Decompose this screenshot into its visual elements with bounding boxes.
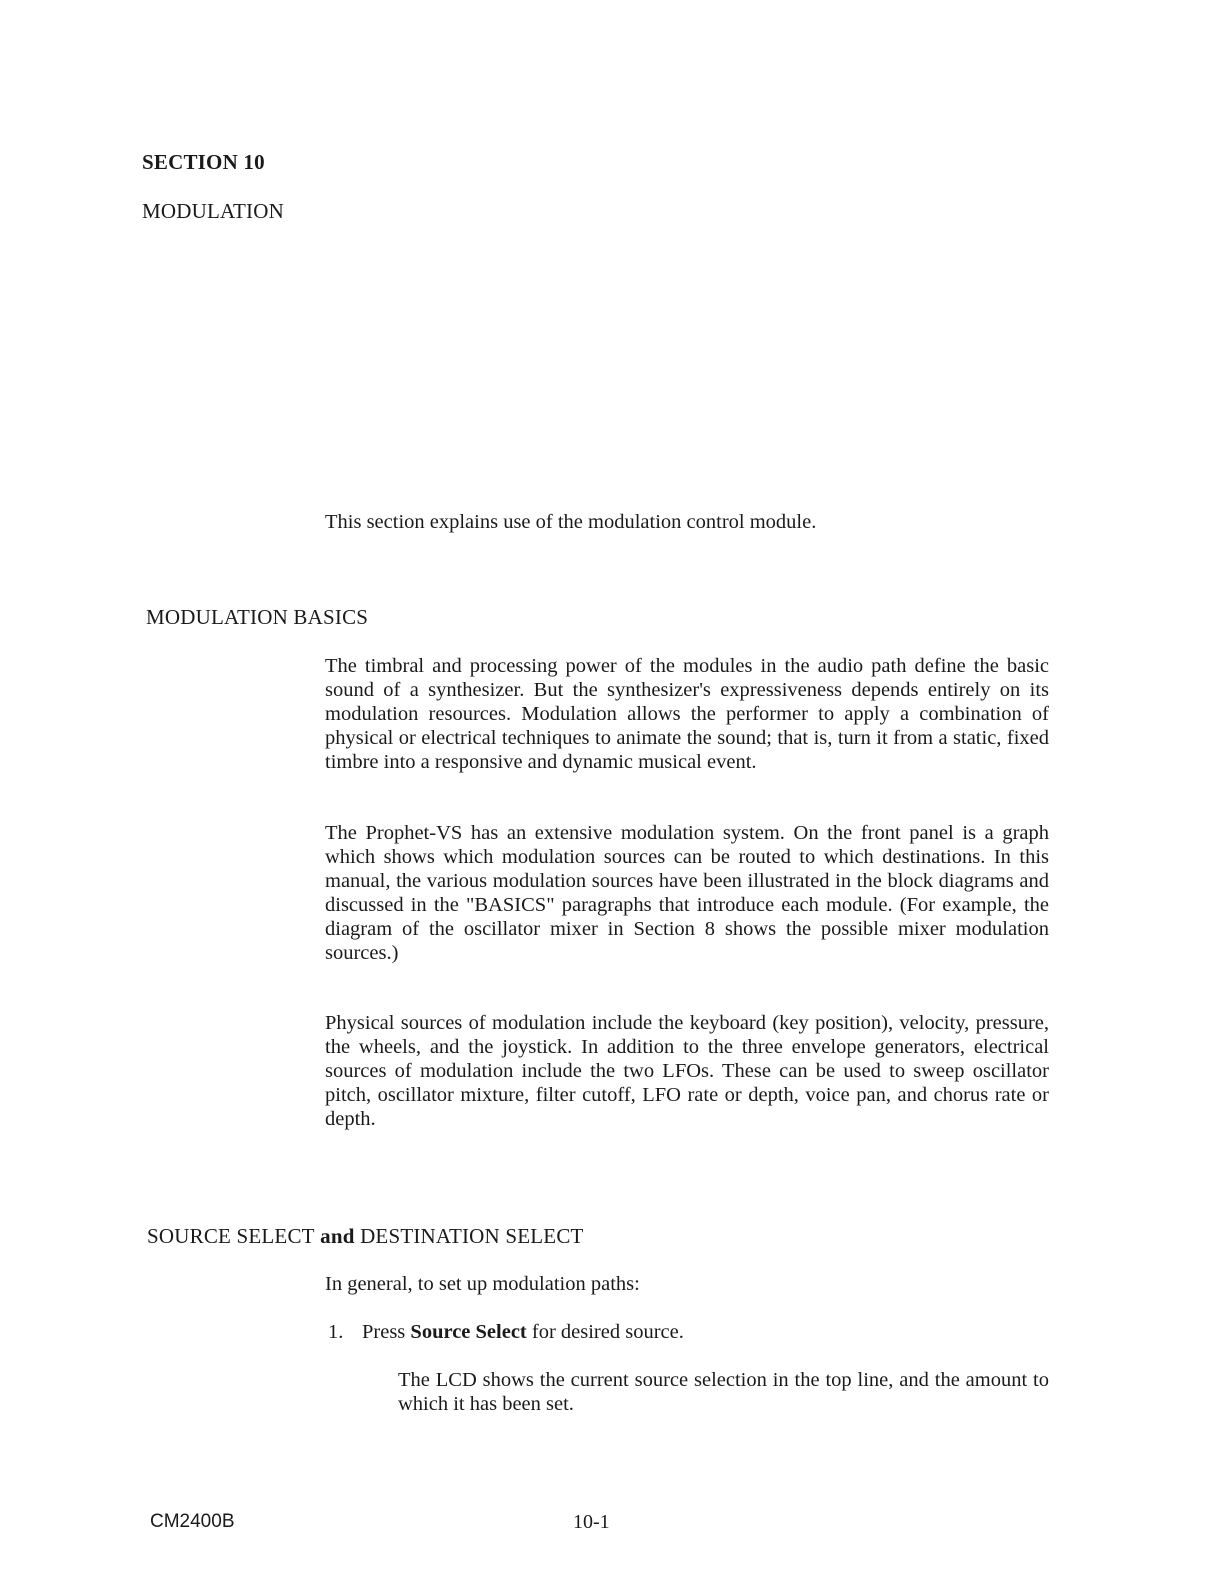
select-lead: In general, to set up modulation paths: — [325, 1273, 640, 1295]
basics-heading: MODULATION BASICS — [146, 605, 369, 629]
page-number: 10-1 — [573, 1511, 610, 1533]
select-heading-source: SOURCE SELECT — [147, 1224, 315, 1248]
basics-paragraph-3: Physical sources of modulation include the keyboard (key position), velocity, pressure, the wheels, and the joystick. In addition to the three envelope generators, electrical sources of modulation include the two LFOs. These can be used to sweep oscillator pitch, oscillator mixture, filter cutoff, LFO rate or depth, voice pan, and chorus rate or depth. — [325, 1012, 1049, 1130]
section-number: SECTION 10 — [142, 150, 265, 174]
basics-paragraph-2: The Prophet-VS has an extensive modulation system. On the front panel is a graph which shows which modulation sources can be routed to which destinations. In this manual, the various modulation sources have been illustrated in the block diagrams and discussed in the "BASICS" paragraphs that introduce each module. (For example, the diagram of the oscillator mixer in Section 8 shows the possible mixer modulation sources.) — [325, 822, 1049, 964]
basics-paragraph-1: The timbral and processing power of the modules in the audio path define the basic sound of a synthesizer. But the synthesizer's expressiveness depends entirely on its modulation resources. Modulation allows the performer to apply a combination of physical or electrical techniques to animate the sound; that is, turn it from a static, fixed timbre into a responsive and dynamic musical event. — [325, 655, 1049, 773]
step-prefix: Press — [362, 1321, 411, 1343]
select-heading-and: and — [314, 1224, 361, 1248]
select-heading-destination: DESTINATION SELECT — [360, 1224, 584, 1248]
step-1 — [328, 1321, 684, 1344]
step-number: 1. — [328, 1321, 344, 1343]
step-suffix: for desired source. — [526, 1321, 684, 1343]
select-heading — [147, 1224, 584, 1249]
step-1-detail: The LCD shows the current source selection in the top line, and the amount to which it has been set. — [398, 1369, 1049, 1415]
intro-text: This section explains use of the modulation control module. — [325, 511, 817, 533]
doc-code: CM2400B — [150, 1511, 235, 1532]
step-key: Source Select — [410, 1321, 527, 1343]
section-title: MODULATION — [142, 199, 284, 223]
